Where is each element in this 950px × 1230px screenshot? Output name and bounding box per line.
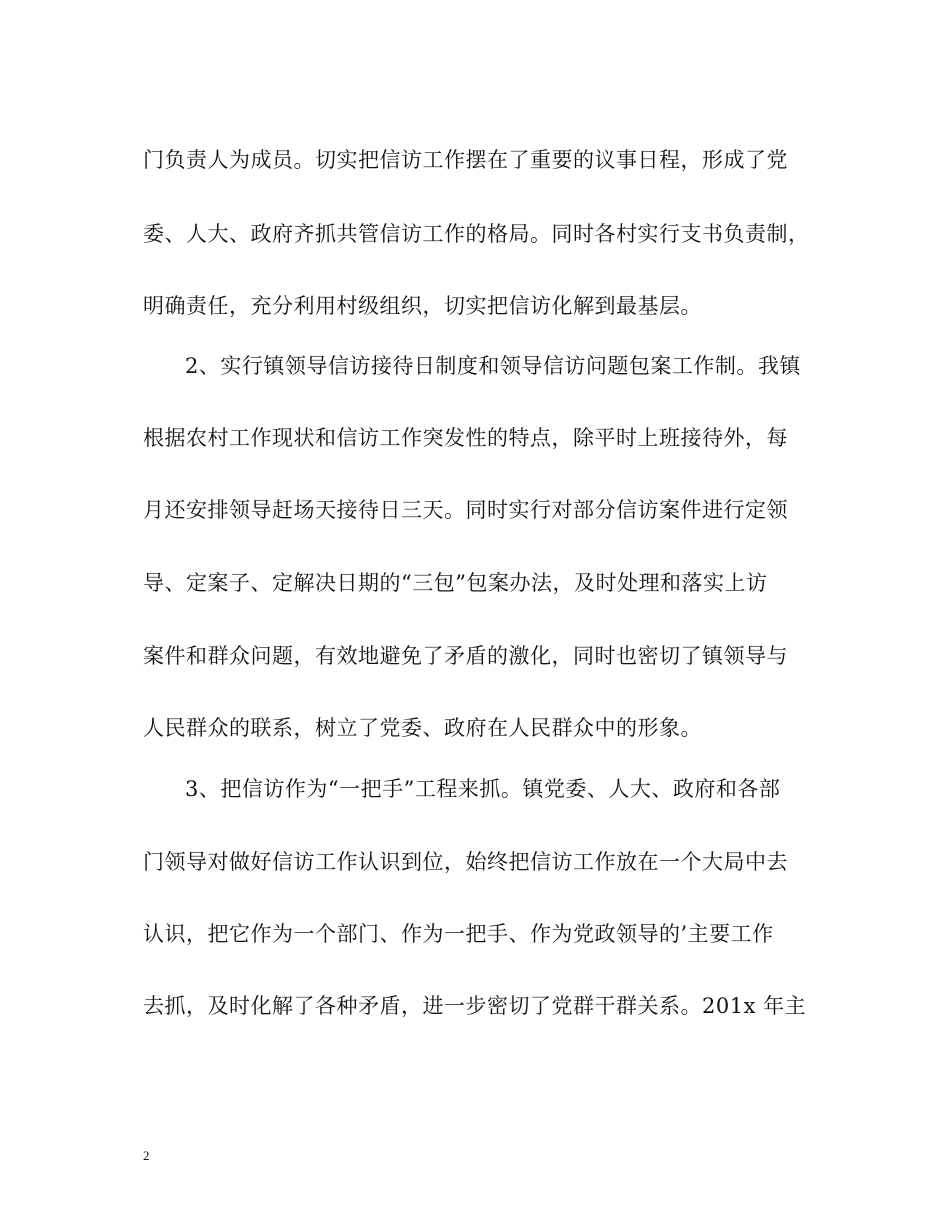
paragraph-line: 门负责人为成员。切实把信访工作摆在了重要的议事日程，形成了党 (143, 148, 788, 172)
paragraph-line: 去抓，及时化解了各种矛盾，进一步密切了党群干群关系。201x 年主 (143, 994, 807, 1018)
paragraph-line: 门领导对做好信访工作认识到位，始终把信访工作放在一个大局中去 (143, 850, 788, 874)
paragraph-line: 根据农村工作现状和信访工作突发性的特点，除平时上班接待外，每 (143, 426, 788, 450)
paragraph-line: 人民群众的联系，树立了党委、政府在人民群众中的形象。 (143, 716, 702, 740)
paragraph-line: 月还安排领导赶场天接待日三天。同时实行对部分信访案件进行定领 (143, 498, 788, 522)
paragraph-line: 导、定案子、定解决日期的“三包”包案办法，及时处理和落实上访 (143, 571, 768, 595)
paragraph-line: 2、实行镇领导信访接待日制度和领导信访问题包案工作制。我镇 (185, 354, 801, 378)
paragraph-line: 认识，把它作为一个部门、作为一把手、作为党政领导的’主要工作 (143, 922, 774, 946)
paragraph-line: 委、人大、政府齐抓共管信访工作的格局。同时各村实行支书负责制， (143, 222, 810, 246)
paragraph-line: 案件和群众问题，有效地避免了矛盾的激化，同时也密切了镇领导与 (143, 644, 788, 668)
paragraph-line: 3、把信访作为“一把手”工程来抓。镇党委、人大、政府和各部 (185, 777, 781, 801)
paragraph-line: 明确责任，充分利用村级组织，切实把信访化解到最基层。 (143, 294, 702, 318)
page-number: 2 (143, 1148, 150, 1163)
